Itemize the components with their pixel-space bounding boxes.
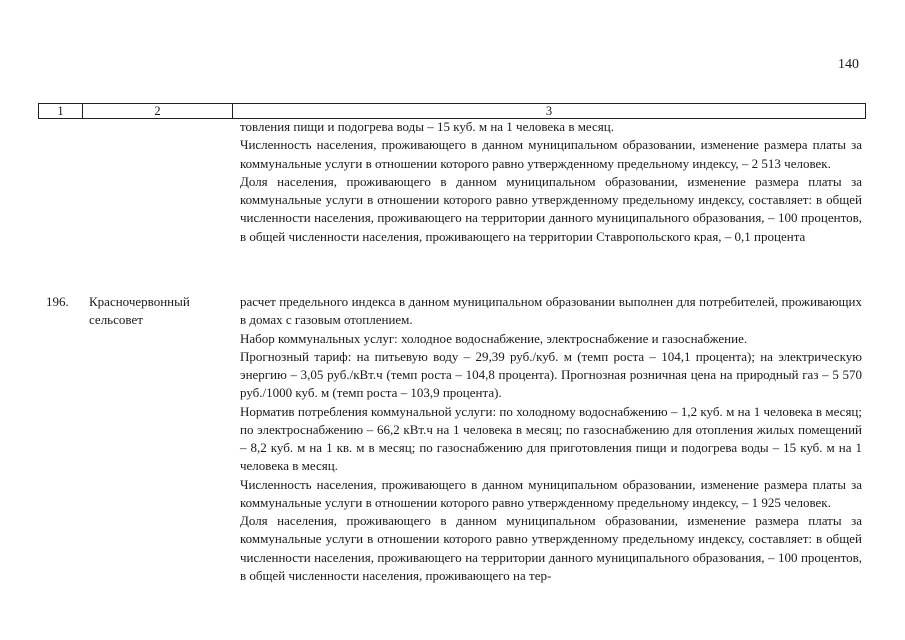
paragraph: Доля населения, проживающего в данном муниципальном образовании, изменение размера платы за коммунальные услуги в отношении которого равно утвержденному предельному индексу, составляет: в общей численности населения, проживающего на территории данного муниципального образования, – 100 процентов, в общей численности населения, проживающего на территории Ставропольского края, – 0,1 процента: [240, 173, 862, 244]
paragraph: Норматив потребления коммунальной услуги: по холодному водоснабжению – 1,2 куб. м на 1 человека в месяц; по электроснабжению – 66,2 кВт.ч на 1 человека в месяц; по газоснабжению для отопления жилых помещений – 8,2 куб. м на 1 кв. м в месяц; по газоснабжению для приготовления пищи и подогрева воды – 15 куб. м на 1 человека в месяц.: [240, 403, 862, 474]
entry-number: 196.: [46, 294, 69, 309]
table-header: [38, 103, 866, 119]
paragraph: товления пищи и подогрева воды – 15 куб. м на 1 человека в месяц.: [240, 119, 614, 134]
paragraph: расчет предельного индекса в данном муниципальном образовании выполнен для потребителей, проживающих в домах с газовым отоплением.: [240, 294, 862, 328]
header-col-2: 2: [83, 104, 233, 118]
paragraph: Численность населения, проживающего в данном муниципальном образовании, изменение размера платы за коммунальные услуги в отношении которого равно утвержденному предельному индексу, – 2 513 человек.: [240, 137, 862, 171]
entry-name: Красночервонный сельсовет: [89, 294, 190, 328]
paragraph: Набор коммунальных услуг: холодное водоснабжение, электроснабжение и газоснабжение.: [240, 330, 748, 346]
header-col-3: 3: [545, 104, 553, 118]
header-col-1: 1: [39, 104, 83, 118]
paragraph: Прогнозный тариф: на питьевую воду – 29,39 руб./куб. м (темп роста – 104,1 процента); на электрическую энергию – 3,05 руб./кВт.ч (темп роста – 104,8 процента). Прогнозная розничная цена на природный газ – 5 570 руб./1000 куб. м (темп роста – 103,9 процента).: [240, 348, 862, 401]
page-number: 140: [838, 57, 859, 72]
paragraph: Численность населения, проживающего в данном муниципальном образовании, изменение размера платы за коммунальные услуги в отношении которого равно утвержденному предельному индексу, – 1 925 человек.: [240, 476, 862, 510]
paragraph: Доля населения, проживающего в данном муниципальном образовании, изменение размера платы за коммунальные услуги в отношении которого равно утвержденному предельному индексу, составляет: в общей численности населения, проживающего на территории данного муниципального образования, – 100 процентов, в общей численности населения, проживающего на тер-: [240, 513, 862, 583]
entry-text: [240, 293, 862, 585]
continued-text: [240, 118, 862, 246]
